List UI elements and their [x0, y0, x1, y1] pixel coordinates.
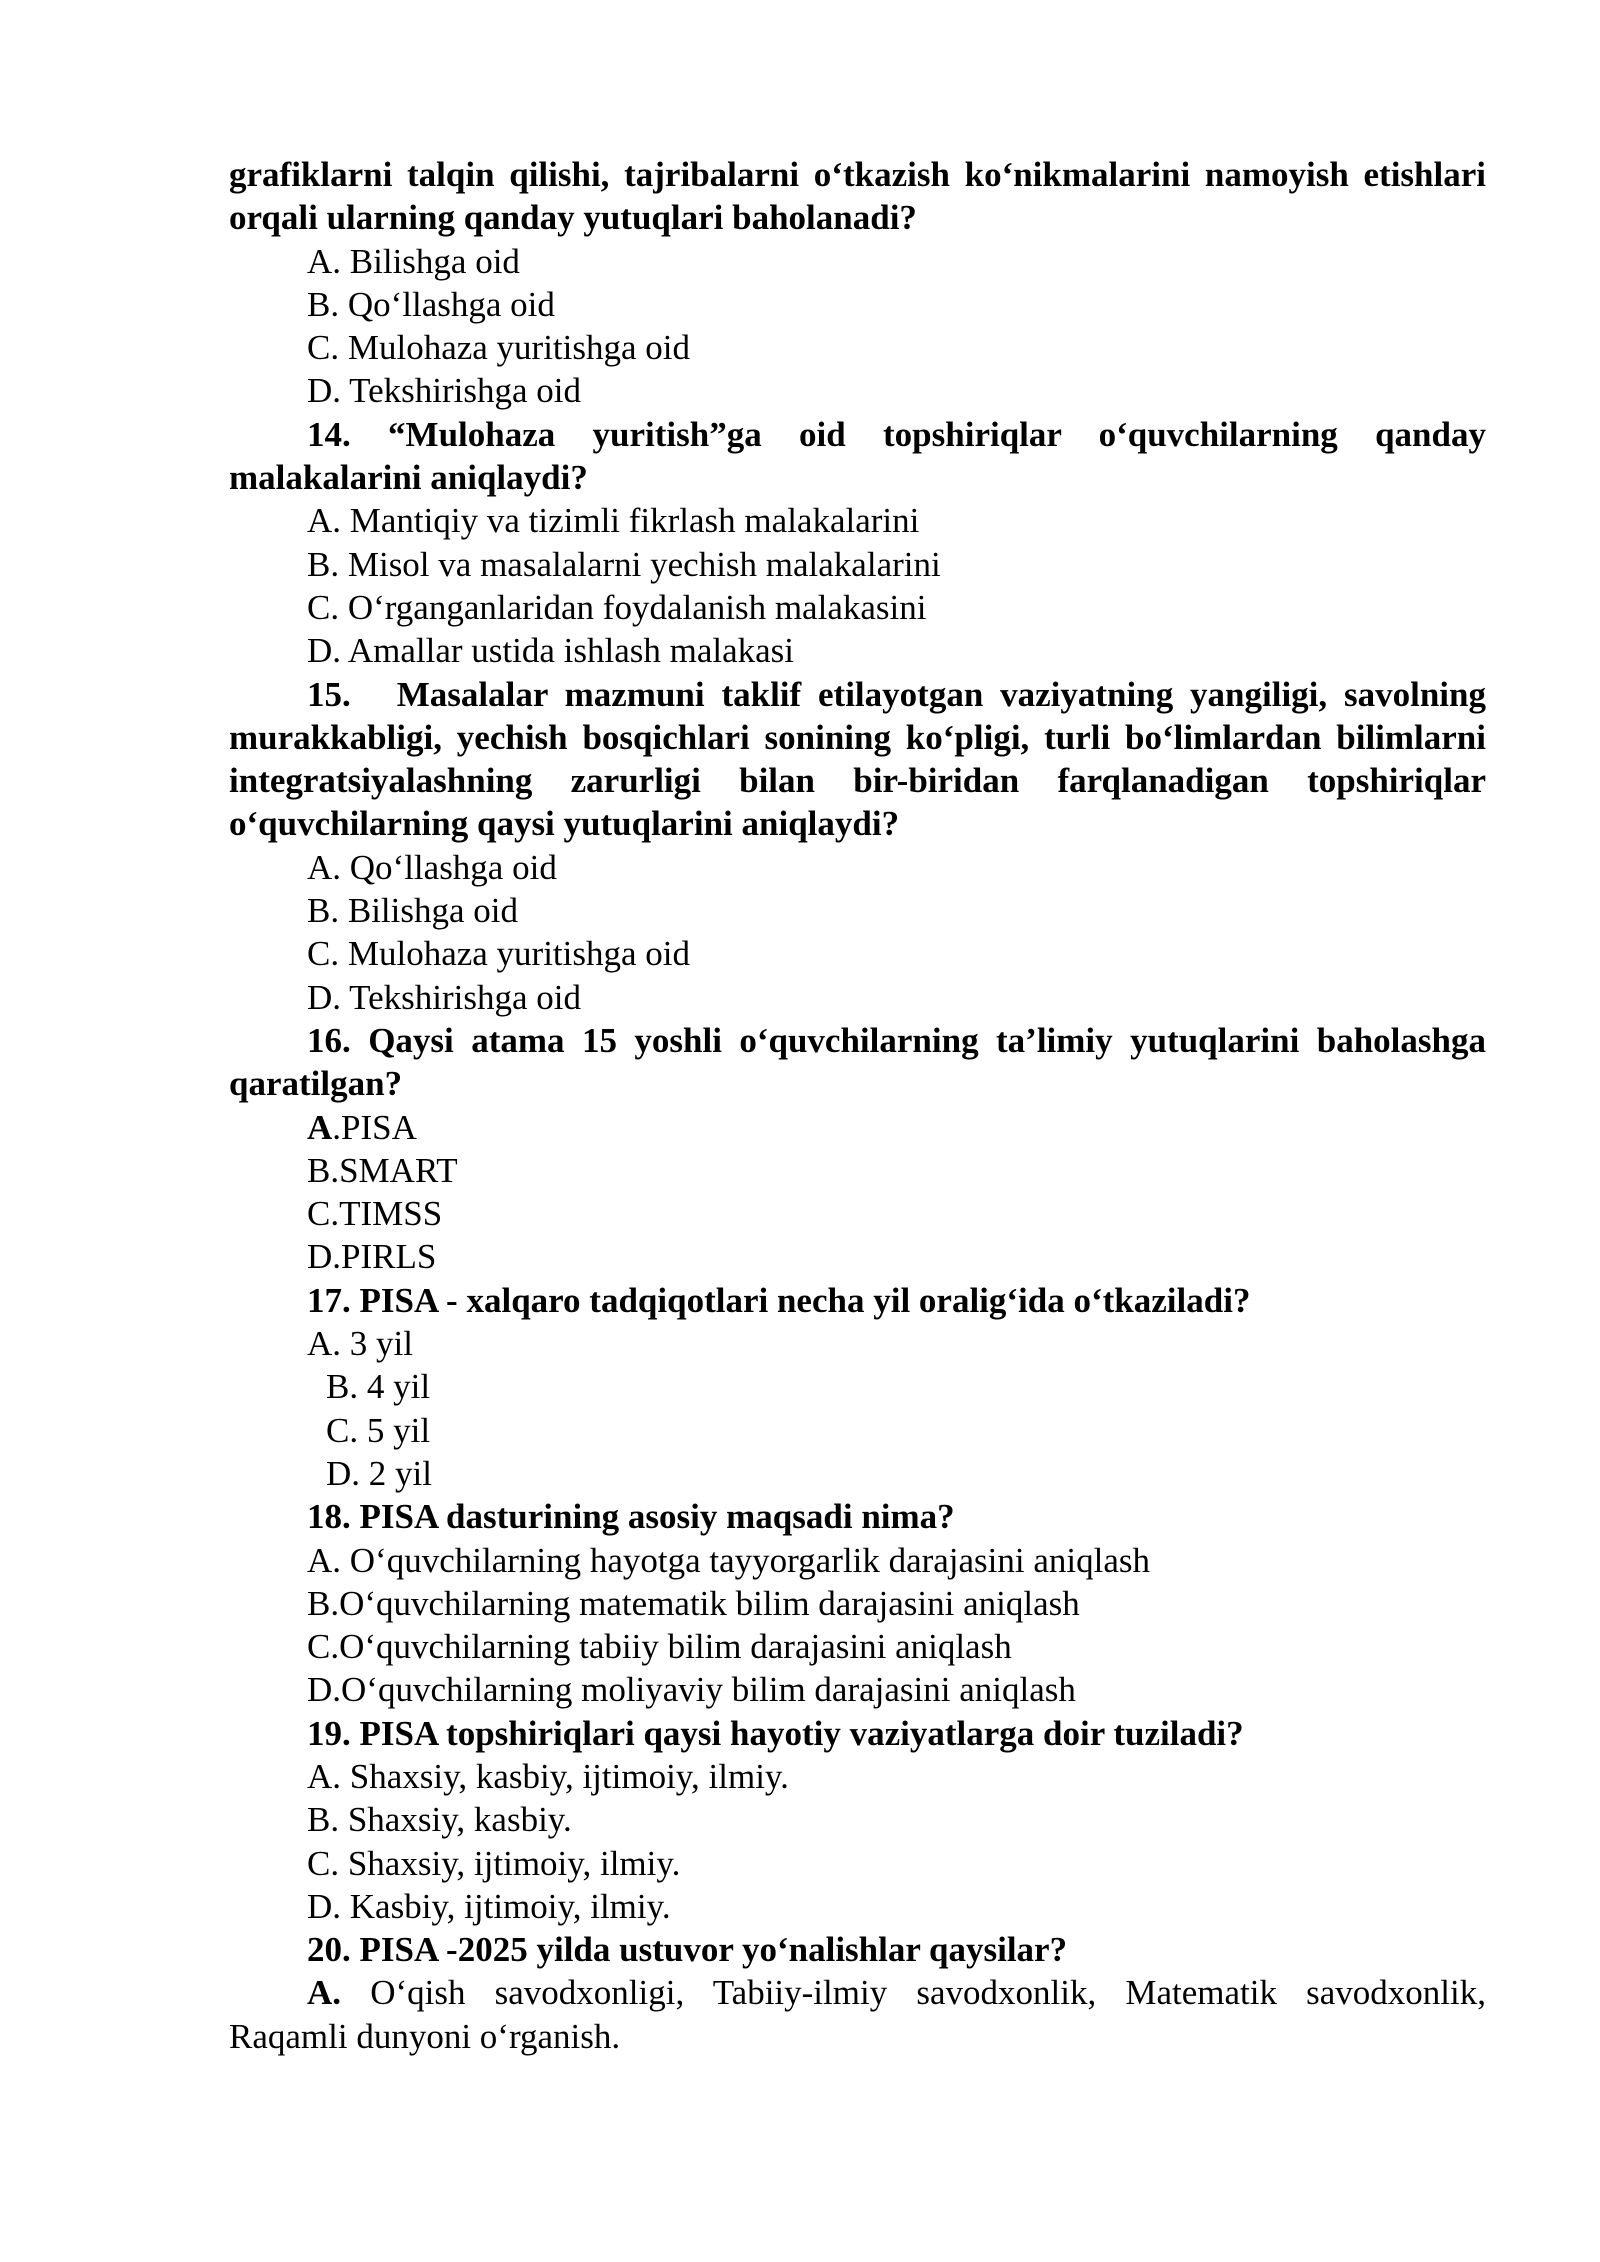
question-14-text: 14. “Mulohaza yuritish”ga oid topshiriqlar o‘quvchilarning qanday malakalarini aniqlaydi?	[229, 414, 1486, 498]
q16-option-d: D.PIRLS	[307, 1237, 437, 1277]
question-15	[229, 673, 1486, 846]
q18-option-b: B.O‘quvchilarning matematik bilim darajasini aniqlash	[307, 1583, 1080, 1623]
q17-option-a: A. 3 yil	[307, 1324, 413, 1364]
q13-option-c: C. Mulohaza yuritishga oid	[307, 328, 691, 368]
question-15-text: Masalalar mazmuni taklif etilayotgan vaziyatning yangiligi, savolning murakkabligi, yechish bosqichlari sonining ko‘pligi, turli bo‘limlardan bilimlarni integratsiyalashning zarurligi bilan bir-biridan farqlanadigan topshiriqlar o‘quvchilarning qaysi yutuqlarini aniqlaydi?	[229, 674, 1486, 844]
q17-option-d: D. 2 yil	[326, 1453, 432, 1493]
q15-option-c: C. Mulohaza yuritishga oid	[307, 934, 691, 974]
q18-option-c: C.O‘quvchilarning tabiiy bilim darajasini aniqlash	[307, 1627, 1012, 1667]
document-page	[229, 153, 1486, 2058]
question-16-text: 16. Qaysi atama 15 yoshli o‘quvchilarning ta’limiy yutuqlarini baholashga qaratilgan?	[229, 1020, 1486, 1104]
q13-option-b: B. Qo‘llashga oid	[307, 284, 555, 324]
q20-answer-a	[229, 1971, 1486, 2058]
question-20-text: 20. PISA -2025 yilda ustuvor yo‘nalishlar qaysilar?	[307, 1930, 1068, 1970]
question-13-text: grafiklarni talqin qilishi, tajribalarni o‘tkazish ko‘nikmalarini namoyish etishlari orqali ularning qanday yutuqlari baholanadi?	[229, 155, 1486, 238]
q18-option-a: A. O‘quvchilarning hayotga tayyorgarlik darajasini aniqlash	[307, 1540, 1151, 1580]
q16-option-a-letter: A	[307, 1107, 333, 1147]
q15-option-d: D. Tekshirishga oid	[307, 977, 581, 1017]
q14-option-c: C. O‘rganganlaridan foydalanish malakasini	[307, 587, 927, 627]
question-18-text: 18. PISA dasturining asosiy maqsadi nima?	[307, 1497, 955, 1537]
q15-option-b: B. Bilishga oid	[307, 891, 518, 931]
q18-option-d: D.O‘quvchilarning moliyaviy bilim darajasini aniqlash	[307, 1670, 1076, 1710]
q15-option-a: A. Qo‘llashga oid	[307, 847, 557, 887]
q19-option-a: A. Shaxsiy, kasbiy, ijtimoiy, ilmiy.	[307, 1756, 789, 1796]
q16-option-a-text: .PISA	[332, 1107, 417, 1147]
q19-option-b: B. Shaxsiy, kasbiy.	[307, 1800, 572, 1840]
q20-answer-letter: A.	[307, 1973, 342, 2013]
q19-option-d: D. Kasbiy, ijtimoiy, ilmiy.	[307, 1886, 671, 1926]
q14-option-a: A. Mantiqiy va tizimli fikrlash malakalarini	[307, 501, 920, 541]
question-15-number: 15.	[307, 674, 351, 714]
q17-option-c: C. 5 yil	[326, 1410, 431, 1450]
q13-option-d: D. Tekshirishga oid	[307, 371, 581, 411]
q14-option-d: D. Amallar ustida ishlash malakasi	[307, 631, 794, 671]
question-17-text: 17. PISA - xalqaro tadqiqotlari necha yil oralig‘ida o‘tkaziladi?	[307, 1280, 1251, 1320]
question-19-text: 19. PISA topshiriqlari qaysi hayotiy vaziyatlarga doir tuziladi?	[307, 1713, 1244, 1753]
q13-option-a: A. Bilishga oid	[307, 241, 520, 281]
q17-option-b: B. 4 yil	[326, 1367, 431, 1407]
q20-answer-text: O‘qish savodxonligi, Tabiiy-ilmiy savodxonlik, Matematik savodxonlik, Raqamli dunyoni o‘rganish.	[229, 1973, 1486, 2056]
q14-option-b: B. Misol va masalalarni yechish malakalarini	[307, 544, 941, 584]
q16-option-c: C.TIMSS	[307, 1194, 443, 1234]
q16-option-b: B.SMART	[307, 1150, 458, 1190]
q16-option-a	[229, 1106, 1486, 1149]
q19-option-c: C. Shaxsiy, ijtimoiy, ilmiy.	[307, 1843, 681, 1883]
